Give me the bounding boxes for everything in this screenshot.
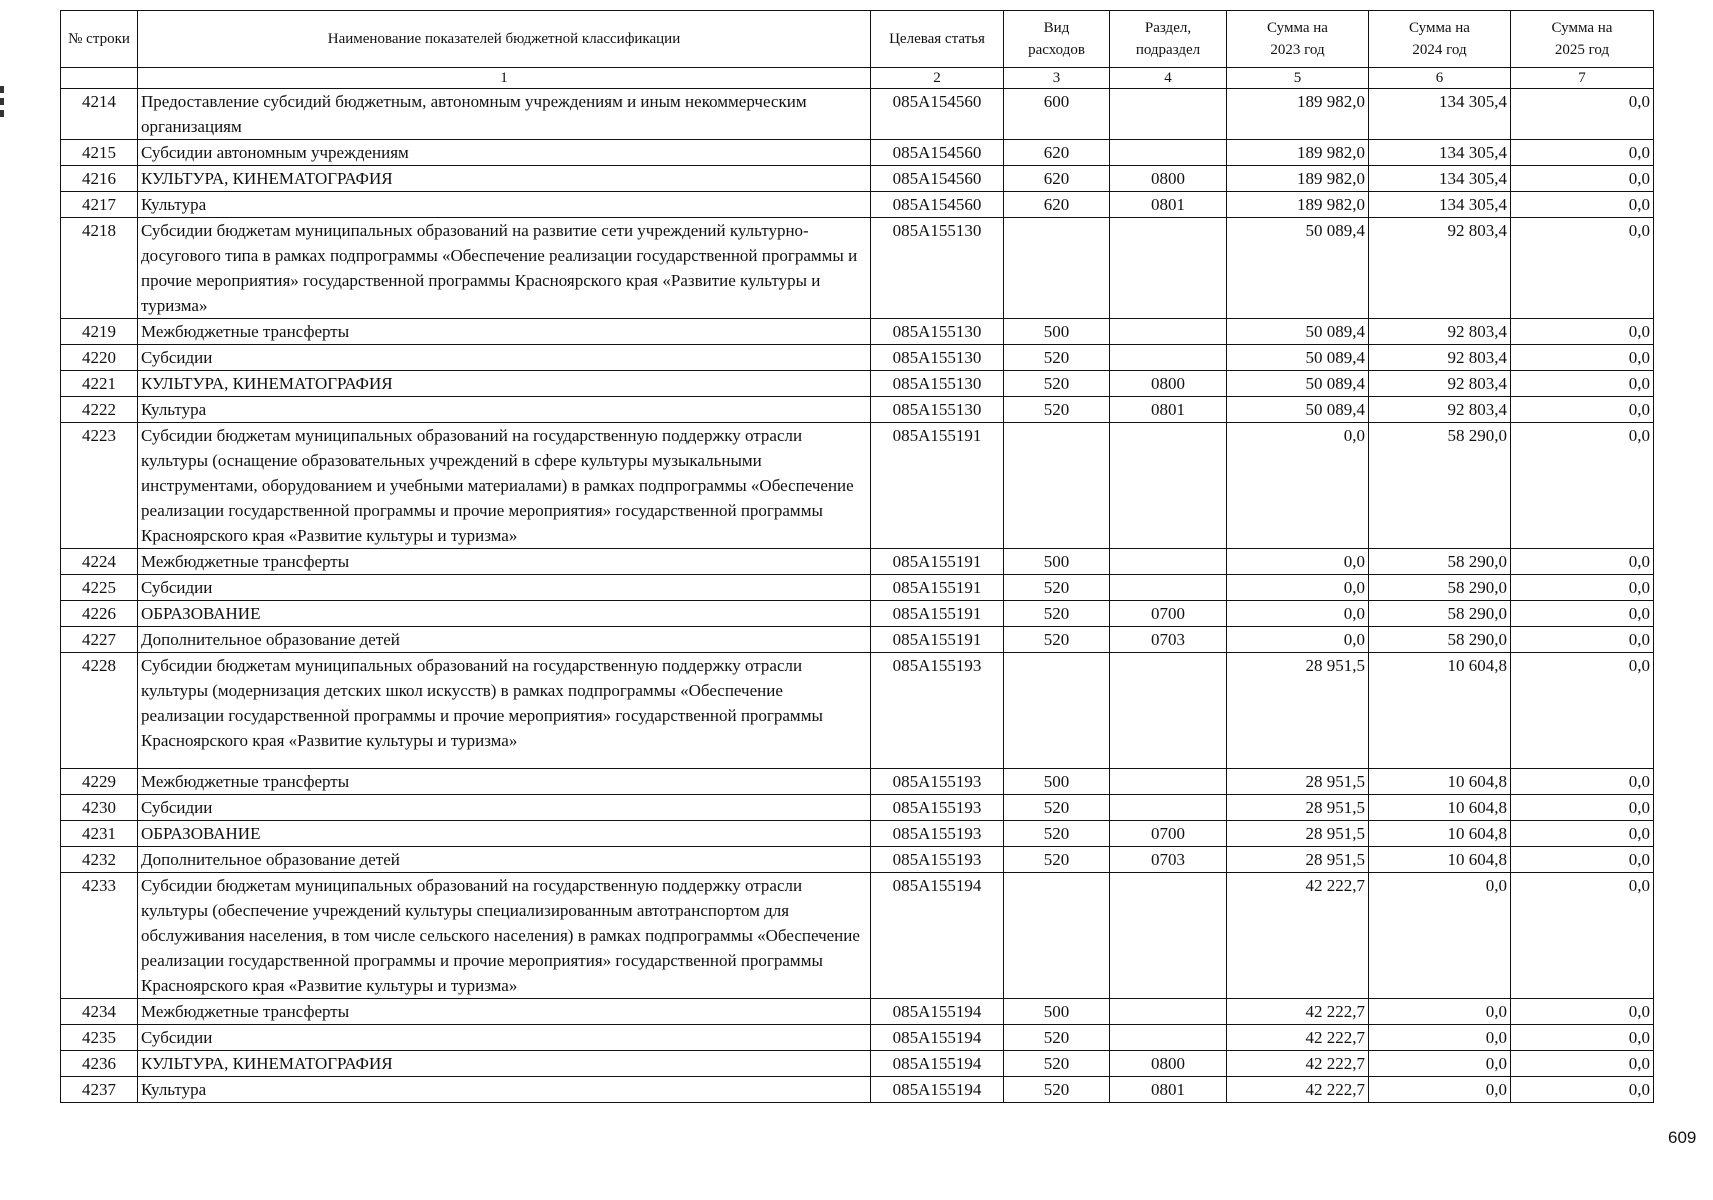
row-sum-2025: 0,0 bbox=[1511, 371, 1654, 397]
column-number: 4 bbox=[1110, 68, 1227, 89]
row-section: 0800 bbox=[1110, 371, 1227, 397]
row-sum-2024: 58 290,0 bbox=[1369, 549, 1511, 575]
row-section bbox=[1110, 769, 1227, 795]
table-row bbox=[61, 821, 1654, 847]
row-target-code: 085А155193 bbox=[871, 769, 1004, 795]
scan-mark bbox=[0, 110, 4, 117]
row-sum-2023: 28 951,5 bbox=[1227, 653, 1369, 769]
row-sum-2023: 0,0 bbox=[1227, 627, 1369, 653]
table-row bbox=[61, 1077, 1654, 1103]
page-number: 609 bbox=[1668, 1128, 1697, 1147]
column-number: 6 bbox=[1369, 68, 1511, 89]
row-sum-2023: 28 951,5 bbox=[1227, 821, 1369, 847]
row-target-code: 085А154560 bbox=[871, 140, 1004, 166]
row-name: Межбюджетные трансферты bbox=[138, 999, 871, 1025]
row-target-code: 085А155193 bbox=[871, 847, 1004, 873]
row-sum-2024: 92 803,4 bbox=[1369, 319, 1511, 345]
table-row bbox=[61, 1051, 1654, 1077]
row-section bbox=[1110, 873, 1227, 999]
header-section-line2: подраздел bbox=[1135, 42, 1201, 58]
row-sum-2025: 0,0 bbox=[1511, 627, 1654, 653]
row-number: 4234 bbox=[61, 999, 138, 1025]
row-sum-2024: 10 604,8 bbox=[1369, 653, 1511, 769]
table-row bbox=[61, 371, 1654, 397]
table-row bbox=[61, 192, 1654, 218]
row-sum-2023: 50 089,4 bbox=[1227, 218, 1369, 319]
table-row bbox=[61, 575, 1654, 601]
row-sum-2024: 0,0 bbox=[1369, 1025, 1511, 1051]
row-name: Культура bbox=[138, 1077, 871, 1103]
row-name: Межбюджетные трансферты bbox=[138, 319, 871, 345]
row-sum-2024: 92 803,4 bbox=[1369, 218, 1511, 319]
row-sum-2025: 0,0 bbox=[1511, 575, 1654, 601]
row-number: 4236 bbox=[61, 1051, 138, 1077]
column-number-row bbox=[61, 68, 1654, 89]
row-sum-2023: 50 089,4 bbox=[1227, 397, 1369, 423]
row-sum-2024: 134 305,4 bbox=[1369, 166, 1511, 192]
row-number: 4223 bbox=[61, 423, 138, 549]
row-number: 4230 bbox=[61, 795, 138, 821]
row-name: Субсидии бюджетам муниципальных образований на государственную поддержку отрасли культуры (модернизация детских школ искусств) в рамках подпрограммы «Обеспечение реализации государственной программы и прочие мероприятия» государственной программы Красноярского края «Развитие культуры и туризма» bbox=[138, 653, 871, 769]
row-sum-2025: 0,0 bbox=[1511, 1051, 1654, 1077]
row-expense-kind: 520 bbox=[1004, 397, 1110, 423]
row-sum-2023: 42 222,7 bbox=[1227, 1077, 1369, 1103]
row-target-code: 085А155130 bbox=[871, 371, 1004, 397]
row-number: 4220 bbox=[61, 345, 138, 371]
row-expense-kind bbox=[1004, 423, 1110, 549]
header-section bbox=[1110, 11, 1227, 68]
row-sum-2024: 134 305,4 bbox=[1369, 192, 1511, 218]
row-target-code: 085А155130 bbox=[871, 218, 1004, 319]
row-sum-2024: 10 604,8 bbox=[1369, 795, 1511, 821]
row-sum-2023: 189 982,0 bbox=[1227, 166, 1369, 192]
row-sum-2024: 58 290,0 bbox=[1369, 423, 1511, 549]
row-sum-2024: 0,0 bbox=[1369, 999, 1511, 1025]
row-expense-kind: 600 bbox=[1004, 89, 1110, 140]
header-sum-2024-line2: 2024 год bbox=[1412, 42, 1467, 58]
row-section: 0801 bbox=[1110, 1077, 1227, 1103]
header-sum-2025 bbox=[1511, 11, 1654, 68]
row-expense-kind: 520 bbox=[1004, 1051, 1110, 1077]
row-sum-2023: 42 222,7 bbox=[1227, 1025, 1369, 1051]
table-row bbox=[61, 319, 1654, 345]
row-number: 4227 bbox=[61, 627, 138, 653]
row-sum-2025: 0,0 bbox=[1511, 1077, 1654, 1103]
row-sum-2025: 0,0 bbox=[1511, 192, 1654, 218]
budget-table bbox=[60, 10, 1654, 1103]
row-section: 0700 bbox=[1110, 821, 1227, 847]
row-target-code: 085А155194 bbox=[871, 999, 1004, 1025]
row-sum-2024: 92 803,4 bbox=[1369, 345, 1511, 371]
row-target-code: 085А155193 bbox=[871, 795, 1004, 821]
row-name: Субсидии бюджетам муниципальных образований на государственную поддержку отрасли культуры (оснащение образовательных учреждений в сфере культуры музыкальными инструментами, оборудованием и учебными материалами) в рамках подпрограммы «Обеспечение реализации государственной программы и прочие мероприятия» государственной программы Красноярского края «Развитие культуры и туризма» bbox=[138, 423, 871, 549]
row-name: КУЛЬТУРА, КИНЕМАТОГРАФИЯ bbox=[138, 371, 871, 397]
row-target-code: 085А155194 bbox=[871, 1025, 1004, 1051]
row-expense-kind: 620 bbox=[1004, 192, 1110, 218]
table-row bbox=[61, 653, 1654, 769]
row-expense-kind: 520 bbox=[1004, 847, 1110, 873]
header-kind-line1: Вид bbox=[1043, 20, 1070, 36]
row-sum-2025: 0,0 bbox=[1511, 549, 1654, 575]
row-sum-2024: 0,0 bbox=[1369, 873, 1511, 999]
table-row bbox=[61, 847, 1654, 873]
row-sum-2025: 0,0 bbox=[1511, 140, 1654, 166]
row-name: Предоставление субсидий бюджетным, автономным учреждениям и иным некоммерческим организациям bbox=[138, 89, 871, 140]
row-expense-kind bbox=[1004, 873, 1110, 999]
row-section: 0801 bbox=[1110, 397, 1227, 423]
column-number bbox=[61, 68, 138, 89]
row-sum-2025: 0,0 bbox=[1511, 873, 1654, 999]
row-section: 0700 bbox=[1110, 601, 1227, 627]
row-sum-2025: 0,0 bbox=[1511, 821, 1654, 847]
row-section: 0703 bbox=[1110, 847, 1227, 873]
row-name: Межбюджетные трансферты bbox=[138, 769, 871, 795]
row-sum-2024: 10 604,8 bbox=[1369, 821, 1511, 847]
column-number: 3 bbox=[1004, 68, 1110, 89]
scan-mark bbox=[0, 98, 4, 105]
row-name: Субсидии bbox=[138, 575, 871, 601]
row-sum-2024: 0,0 bbox=[1369, 1051, 1511, 1077]
row-name: ОБРАЗОВАНИЕ bbox=[138, 821, 871, 847]
row-expense-kind: 520 bbox=[1004, 601, 1110, 627]
row-sum-2025: 0,0 bbox=[1511, 769, 1654, 795]
row-sum-2023: 28 951,5 bbox=[1227, 847, 1369, 873]
row-sum-2023: 50 089,4 bbox=[1227, 371, 1369, 397]
header-sum-2023-line1: Сумма на bbox=[1267, 20, 1328, 36]
row-name: КУЛЬТУРА, КИНЕМАТОГРАФИЯ bbox=[138, 166, 871, 192]
header-name: Наименование показателей бюджетной классификации bbox=[138, 11, 871, 68]
row-sum-2024: 92 803,4 bbox=[1369, 397, 1511, 423]
row-sum-2024: 134 305,4 bbox=[1369, 140, 1511, 166]
row-number: 4219 bbox=[61, 319, 138, 345]
table-row bbox=[61, 549, 1654, 575]
column-number: 2 bbox=[871, 68, 1004, 89]
row-sum-2024: 0,0 bbox=[1369, 1077, 1511, 1103]
row-number: 4229 bbox=[61, 769, 138, 795]
header-kind-line2: расходов bbox=[1028, 42, 1085, 58]
row-target-code: 085А154560 bbox=[871, 166, 1004, 192]
row-expense-kind: 520 bbox=[1004, 575, 1110, 601]
row-number: 4232 bbox=[61, 847, 138, 873]
row-name: Субсидии bbox=[138, 795, 871, 821]
row-name: КУЛЬТУРА, КИНЕМАТОГРАФИЯ bbox=[138, 1051, 871, 1077]
row-expense-kind: 500 bbox=[1004, 769, 1110, 795]
table-row bbox=[61, 601, 1654, 627]
row-name: Культура bbox=[138, 397, 871, 423]
row-section bbox=[1110, 653, 1227, 769]
row-name: Культура bbox=[138, 192, 871, 218]
table-row bbox=[61, 89, 1654, 140]
row-number: 4222 bbox=[61, 397, 138, 423]
row-sum-2023: 189 982,0 bbox=[1227, 140, 1369, 166]
row-number: 4215 bbox=[61, 140, 138, 166]
row-expense-kind: 520 bbox=[1004, 371, 1110, 397]
row-number: 4218 bbox=[61, 218, 138, 319]
header-row-no: № строки bbox=[61, 11, 138, 68]
row-target-code: 085А154560 bbox=[871, 89, 1004, 140]
row-expense-kind: 620 bbox=[1004, 166, 1110, 192]
header-target: Целевая статья bbox=[871, 11, 1004, 68]
row-sum-2024: 10 604,8 bbox=[1369, 847, 1511, 873]
row-section: 0800 bbox=[1110, 166, 1227, 192]
row-sum-2025: 0,0 bbox=[1511, 1025, 1654, 1051]
table-row bbox=[61, 345, 1654, 371]
row-number: 4221 bbox=[61, 371, 138, 397]
table-row bbox=[61, 423, 1654, 549]
row-number: 4226 bbox=[61, 601, 138, 627]
table-row bbox=[61, 140, 1654, 166]
row-name: Дополнительное образование детей bbox=[138, 847, 871, 873]
row-sum-2024: 58 290,0 bbox=[1369, 627, 1511, 653]
row-target-code: 085А155194 bbox=[871, 1051, 1004, 1077]
row-section bbox=[1110, 423, 1227, 549]
row-expense-kind: 520 bbox=[1004, 1025, 1110, 1051]
row-target-code: 085А155191 bbox=[871, 423, 1004, 549]
row-sum-2024: 92 803,4 bbox=[1369, 371, 1511, 397]
row-sum-2023: 28 951,5 bbox=[1227, 795, 1369, 821]
row-sum-2025: 0,0 bbox=[1511, 653, 1654, 769]
row-number: 4233 bbox=[61, 873, 138, 999]
row-name: Дополнительное образование детей bbox=[138, 627, 871, 653]
table-row bbox=[61, 166, 1654, 192]
header-sum-2024 bbox=[1369, 11, 1511, 68]
row-expense-kind: 500 bbox=[1004, 999, 1110, 1025]
row-expense-kind: 520 bbox=[1004, 821, 1110, 847]
header-sum-2025-line1: Сумма на bbox=[1551, 20, 1613, 36]
row-number: 4231 bbox=[61, 821, 138, 847]
table-row bbox=[61, 627, 1654, 653]
row-name: Субсидии bbox=[138, 345, 871, 371]
row-sum-2023: 0,0 bbox=[1227, 549, 1369, 575]
column-number: 5 bbox=[1227, 68, 1369, 89]
row-target-code: 085А155191 bbox=[871, 549, 1004, 575]
row-sum-2025: 0,0 bbox=[1511, 319, 1654, 345]
scan-mark bbox=[0, 86, 4, 93]
row-target-code: 085А155193 bbox=[871, 653, 1004, 769]
row-section bbox=[1110, 218, 1227, 319]
row-number: 4216 bbox=[61, 166, 138, 192]
row-section bbox=[1110, 140, 1227, 166]
row-expense-kind: 500 bbox=[1004, 319, 1110, 345]
header-sum-2025-line2: 2025 год bbox=[1554, 42, 1610, 58]
row-expense-kind: 520 bbox=[1004, 795, 1110, 821]
row-sum-2024: 134 305,4 bbox=[1369, 89, 1511, 140]
row-sum-2025: 0,0 bbox=[1511, 166, 1654, 192]
row-target-code: 085А155191 bbox=[871, 627, 1004, 653]
row-number: 4217 bbox=[61, 192, 138, 218]
header-sum-2023-line2: 2023 год bbox=[1270, 42, 1325, 58]
table-row bbox=[61, 795, 1654, 821]
row-section bbox=[1110, 795, 1227, 821]
row-target-code: 085А155194 bbox=[871, 1077, 1004, 1103]
row-sum-2024: 58 290,0 bbox=[1369, 601, 1511, 627]
table-row bbox=[61, 397, 1654, 423]
row-target-code: 085А155130 bbox=[871, 397, 1004, 423]
row-section bbox=[1110, 549, 1227, 575]
header-sum-2023 bbox=[1227, 11, 1369, 68]
row-sum-2025: 0,0 bbox=[1511, 345, 1654, 371]
row-sum-2025: 0,0 bbox=[1511, 847, 1654, 873]
row-section bbox=[1110, 575, 1227, 601]
header-kind bbox=[1004, 11, 1110, 68]
row-expense-kind bbox=[1004, 653, 1110, 769]
row-section bbox=[1110, 1025, 1227, 1051]
row-sum-2023: 0,0 bbox=[1227, 423, 1369, 549]
row-sum-2025: 0,0 bbox=[1511, 218, 1654, 319]
row-sum-2025: 0,0 bbox=[1511, 999, 1654, 1025]
row-expense-kind: 620 bbox=[1004, 140, 1110, 166]
row-name: ОБРАЗОВАНИЕ bbox=[138, 601, 871, 627]
table-row bbox=[61, 999, 1654, 1025]
row-target-code: 085А155193 bbox=[871, 821, 1004, 847]
row-name: Субсидии bbox=[138, 1025, 871, 1051]
row-sum-2023: 189 982,0 bbox=[1227, 89, 1369, 140]
row-name: Субсидии бюджетам муниципальных образований на государственную поддержку отрасли культуры (обеспечение учреждений культуры специализированным автотранспортом для обслуживания населения, в том числе сельского населения) в рамках подпрограммы «Обеспечение реализации государственной программы и прочие мероприятия» государственной программы Красноярского края «Развитие культуры и туризма» bbox=[138, 873, 871, 999]
row-target-code: 085А155130 bbox=[871, 345, 1004, 371]
row-sum-2025: 0,0 bbox=[1511, 795, 1654, 821]
row-section: 0703 bbox=[1110, 627, 1227, 653]
row-target-code: 085А155130 bbox=[871, 319, 1004, 345]
row-section bbox=[1110, 345, 1227, 371]
row-sum-2023: 0,0 bbox=[1227, 601, 1369, 627]
row-sum-2025: 0,0 bbox=[1511, 601, 1654, 627]
row-section bbox=[1110, 999, 1227, 1025]
header-sum-2024-line1: Сумма на bbox=[1409, 20, 1470, 36]
row-name: Межбюджетные трансферты bbox=[138, 549, 871, 575]
table-row bbox=[61, 1025, 1654, 1051]
row-sum-2025: 0,0 bbox=[1511, 89, 1654, 140]
row-expense-kind: 520 bbox=[1004, 627, 1110, 653]
row-section: 0800 bbox=[1110, 1051, 1227, 1077]
row-number: 4224 bbox=[61, 549, 138, 575]
row-name: Субсидии бюджетам муниципальных образований на развитие сети учреждений культурно-досугового типа в рамках подпрограммы «Обеспечение реализации государственной программы и прочие мероприятия» государственной программы Красноярского края «Развитие культуры и туризма» bbox=[138, 218, 871, 319]
table-header bbox=[61, 11, 1654, 89]
row-expense-kind: 520 bbox=[1004, 1077, 1110, 1103]
row-number: 4237 bbox=[61, 1077, 138, 1103]
row-target-code: 085А155191 bbox=[871, 601, 1004, 627]
table-row bbox=[61, 873, 1654, 999]
row-sum-2025: 0,0 bbox=[1511, 423, 1654, 549]
row-expense-kind: 500 bbox=[1004, 549, 1110, 575]
row-sum-2023: 28 951,5 bbox=[1227, 769, 1369, 795]
row-sum-2023: 50 089,4 bbox=[1227, 345, 1369, 371]
row-sum-2023: 42 222,7 bbox=[1227, 999, 1369, 1025]
row-number: 4228 bbox=[61, 653, 138, 769]
row-expense-kind: 520 bbox=[1004, 345, 1110, 371]
row-sum-2023: 0,0 bbox=[1227, 575, 1369, 601]
row-sum-2025: 0,0 bbox=[1511, 397, 1654, 423]
row-sum-2023: 42 222,7 bbox=[1227, 873, 1369, 999]
column-number: 7 bbox=[1511, 68, 1654, 89]
header-section-line1: Раздел, bbox=[1144, 20, 1192, 36]
row-name: Субсидии автономным учреждениям bbox=[138, 140, 871, 166]
table-row bbox=[61, 769, 1654, 795]
header-row bbox=[61, 11, 1654, 68]
row-sum-2024: 58 290,0 bbox=[1369, 575, 1511, 601]
row-sum-2023: 189 982,0 bbox=[1227, 192, 1369, 218]
row-section bbox=[1110, 319, 1227, 345]
row-number: 4235 bbox=[61, 1025, 138, 1051]
table-row bbox=[61, 218, 1654, 319]
row-section: 0801 bbox=[1110, 192, 1227, 218]
row-expense-kind bbox=[1004, 218, 1110, 319]
table-body bbox=[61, 89, 1654, 1103]
row-target-code: 085А155194 bbox=[871, 873, 1004, 999]
row-section bbox=[1110, 89, 1227, 140]
row-sum-2023: 42 222,7 bbox=[1227, 1051, 1369, 1077]
row-target-code: 085А155191 bbox=[871, 575, 1004, 601]
row-number: 4214 bbox=[61, 89, 138, 140]
row-sum-2024: 10 604,8 bbox=[1369, 769, 1511, 795]
column-number: 1 bbox=[138, 68, 871, 89]
row-number: 4225 bbox=[61, 575, 138, 601]
row-sum-2023: 50 089,4 bbox=[1227, 319, 1369, 345]
row-target-code: 085А154560 bbox=[871, 192, 1004, 218]
